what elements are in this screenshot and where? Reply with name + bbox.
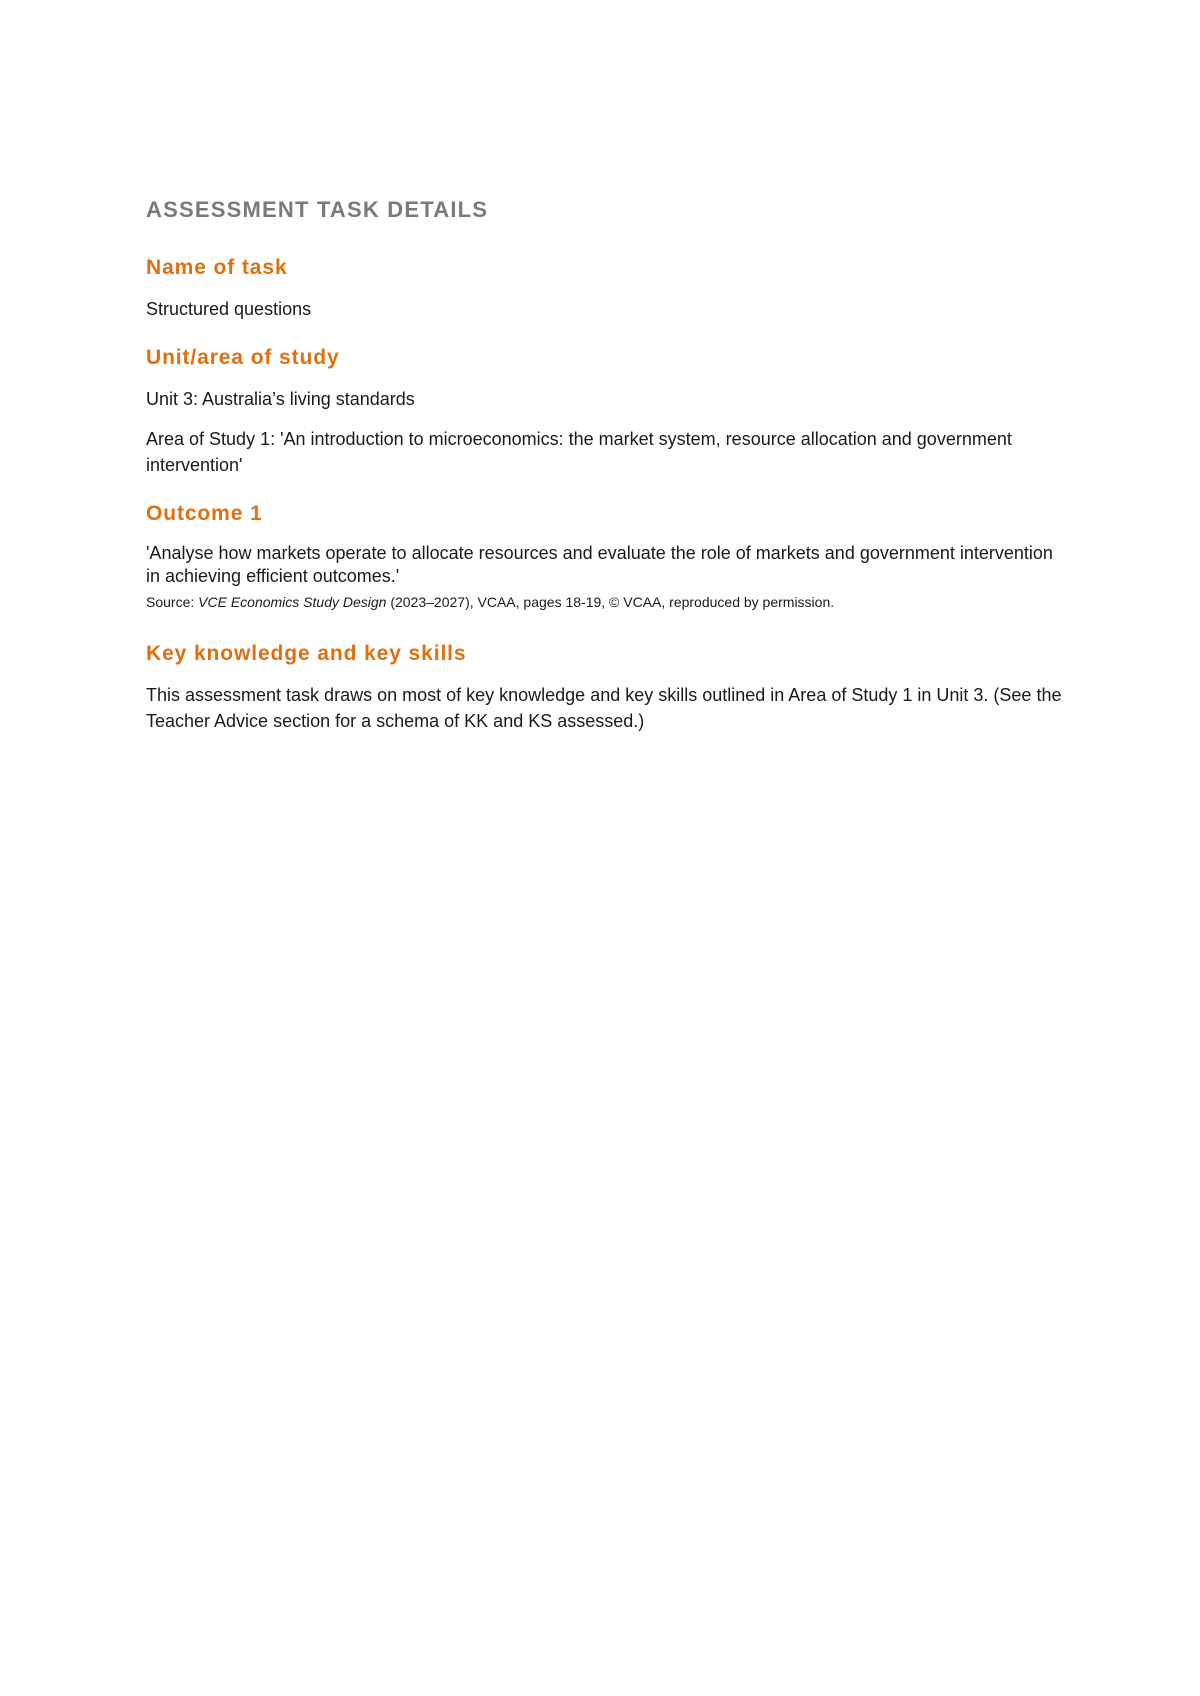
source-prefix: Source: (146, 594, 199, 610)
heading-name-of-task: Name of task (146, 256, 288, 279)
source-citation (146, 592, 1066, 612)
document-title: ASSESSMENT TASK DETAILS (146, 197, 489, 222)
source-title: VCE Economics Study Design (198, 594, 387, 610)
key-knowledge-text: This assessment task draws on most of key knowledge and key skills outlined in Area of Study 1 in Unit 3. (See the Teacher Advice section for a schema of KK and KS assessed.) (146, 685, 1062, 731)
source-details: (2023–2027), VCAA, pages 18-19, © VCAA, reproduced by permission. (386, 594, 835, 610)
document-page (146, 196, 1066, 748)
task-name-text: Structured questions (146, 299, 312, 319)
outcome-quote: 'Analyse how markets operate to allocate resources and evaluate the role of markets and government intervention in achieving efficient outcomes.' (146, 543, 1053, 586)
heading-outcome: Outcome 1 (146, 502, 263, 525)
area-of-study-text: Area of Study 1: 'An introduction to microeconomics: the market system, resource allocation and government intervention' (146, 429, 1012, 475)
heading-key-knowledge: Key knowledge and key skills (146, 642, 467, 665)
heading-unit-area-of-study: Unit/area of study (146, 346, 340, 369)
unit-text: Unit 3: Australia’s living standards (146, 389, 415, 409)
